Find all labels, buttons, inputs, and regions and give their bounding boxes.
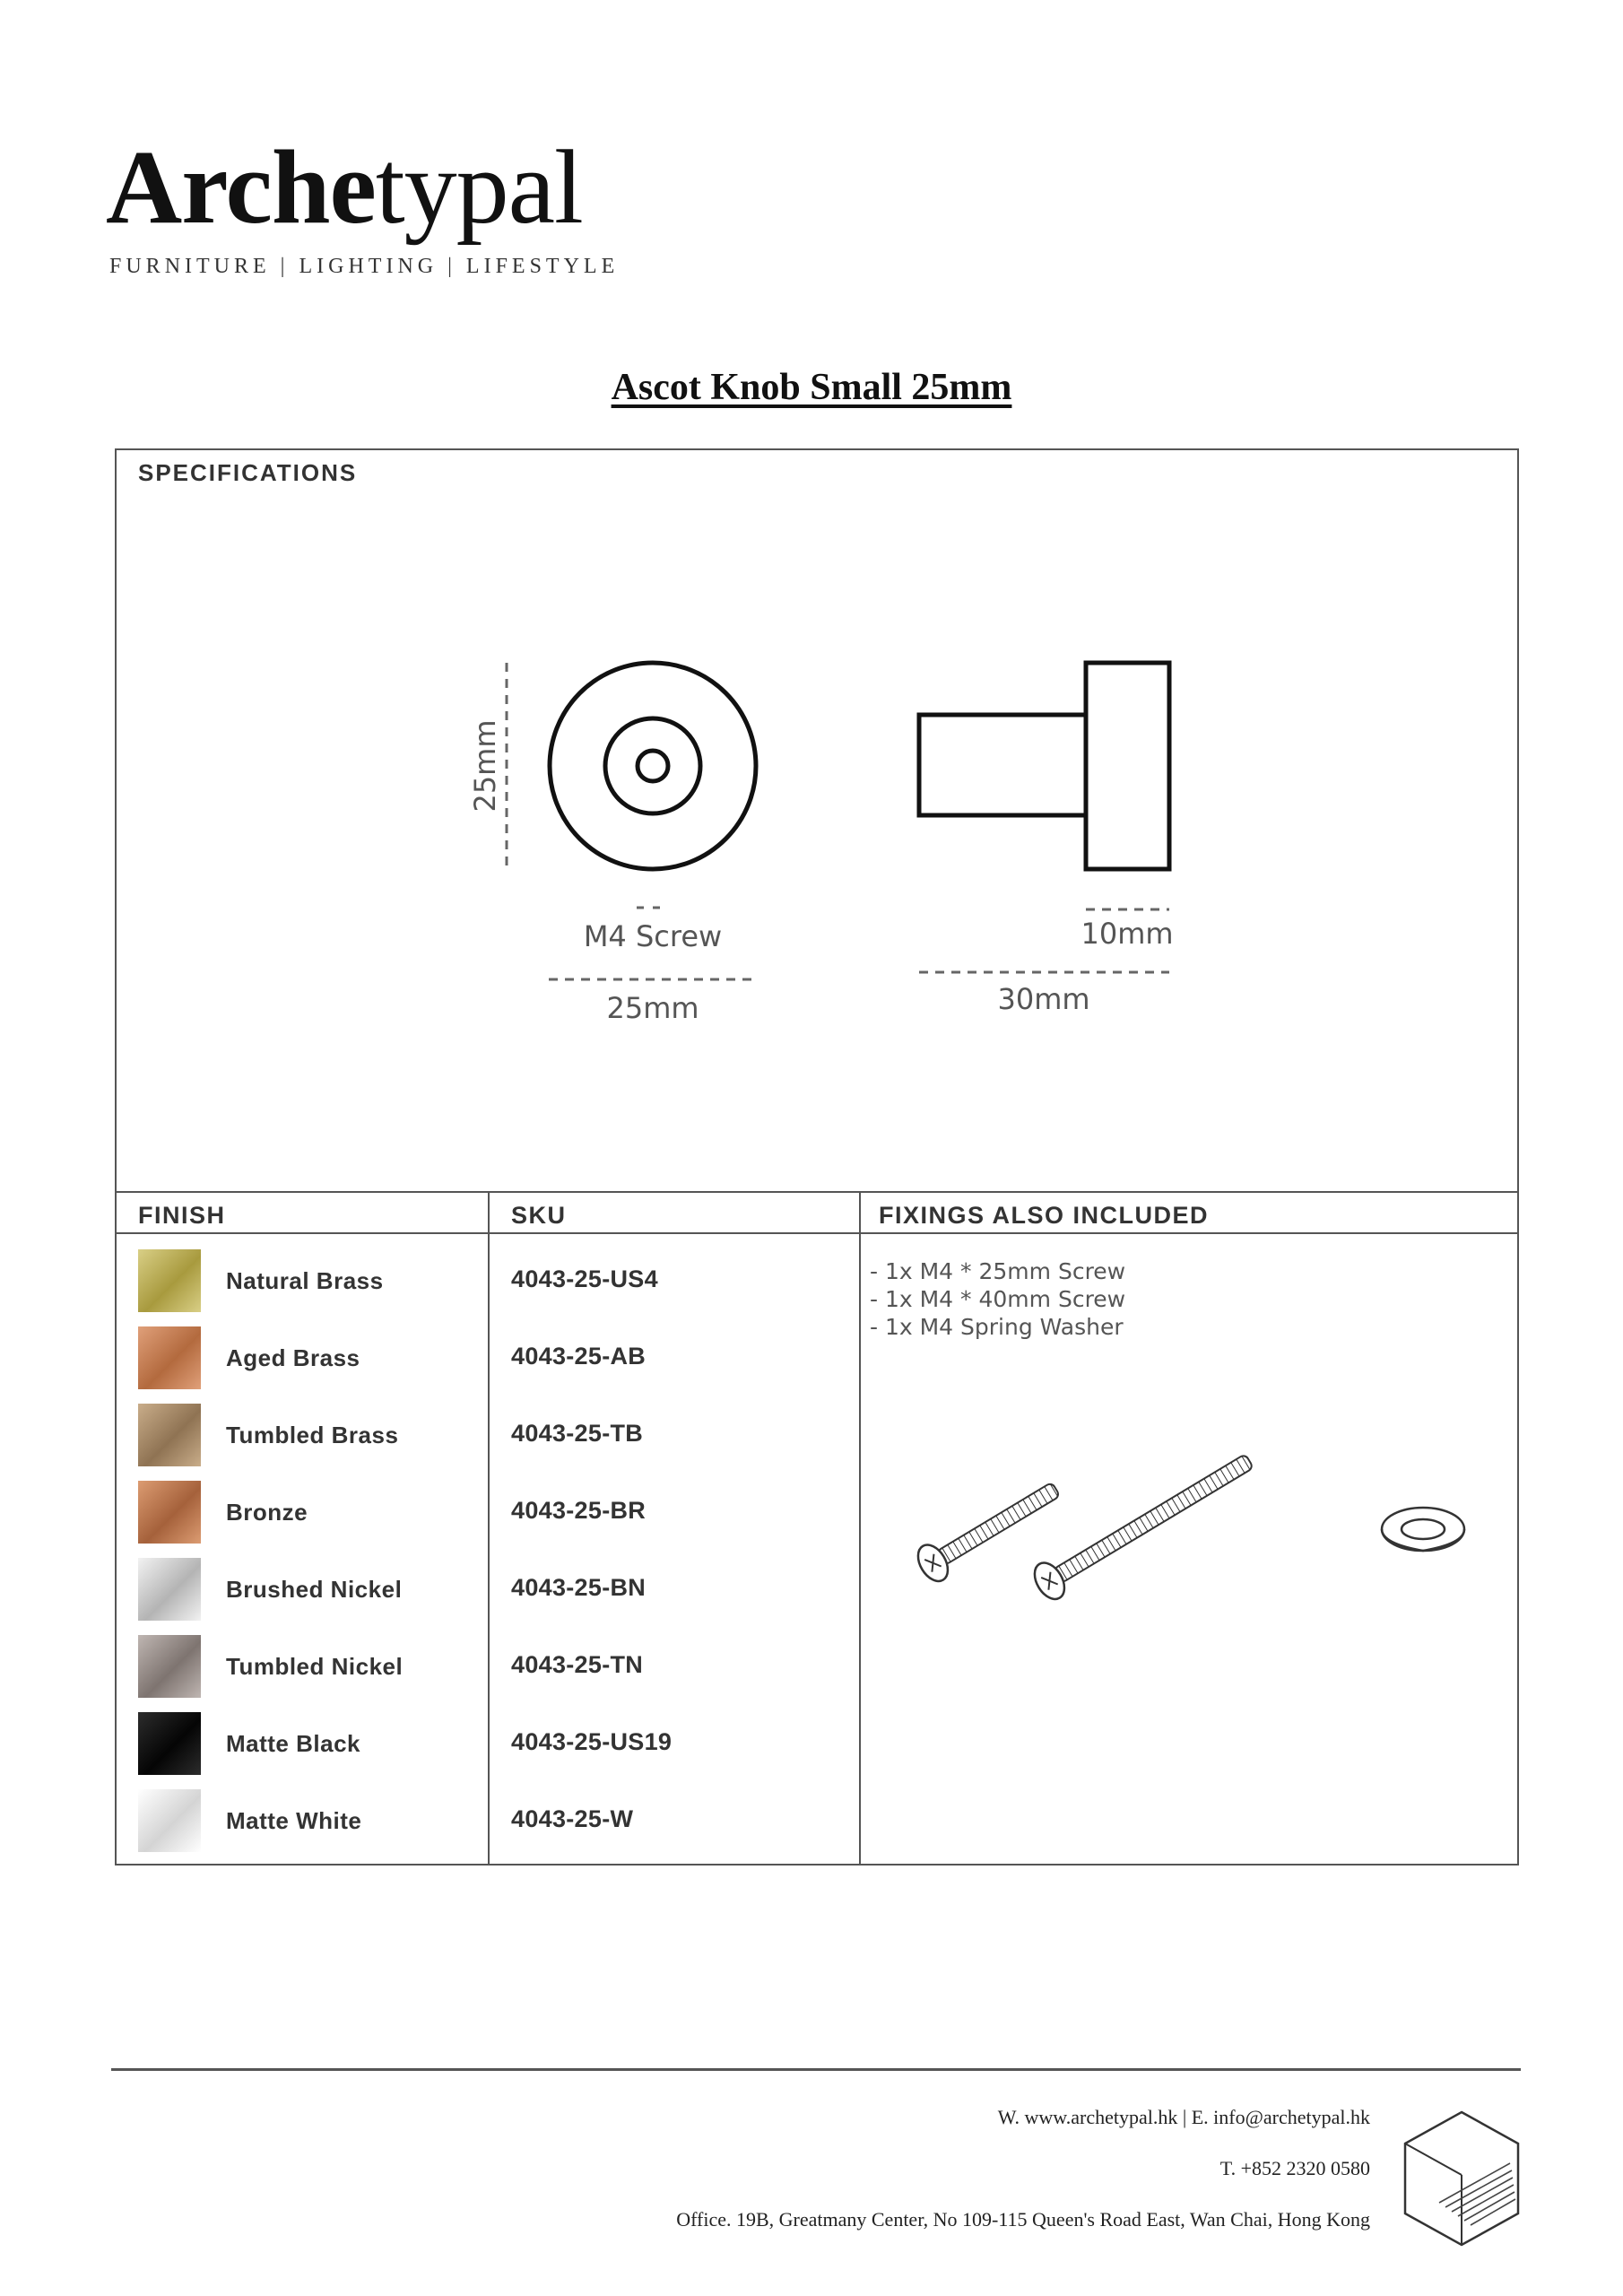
sku-value: 4043-25-TB [511, 1420, 644, 1447]
technical-drawing [117, 450, 1517, 1168]
knob-outer-circle [550, 663, 756, 869]
finish-name: Matte White [226, 1806, 362, 1834]
hexagon-logo-icon [1399, 2108, 1524, 2251]
brand-name-bold: Arche [106, 128, 376, 246]
brand-name-light: typal [375, 128, 583, 246]
finish-column-header: FINISH [138, 1202, 226, 1229]
finish-name: Brushed Nickel [226, 1575, 403, 1603]
width-dimension-label: 25mm [606, 991, 699, 1025]
fixings-list [870, 1257, 1125, 1341]
page-title: Ascot Knob Small 25mm [611, 367, 1012, 408]
finish-name: Bronze [226, 1498, 308, 1526]
finish-swatch [138, 1481, 201, 1544]
knob-head [1086, 663, 1169, 869]
brand-wordmark [106, 128, 619, 246]
brand-logo [106, 128, 620, 279]
fixings-illustration [888, 1437, 1497, 1643]
finish-row [138, 1558, 479, 1621]
finish-swatch [138, 1249, 201, 1312]
footer-contact-phone: T. +852 2320 0580 [1219, 2157, 1370, 2179]
table-top-divider [117, 1191, 1517, 1193]
screw-hole-circle [638, 751, 668, 781]
front-view [550, 663, 756, 869]
sku-value: 4043-25-BR [511, 1497, 647, 1524]
total-depth-label: 30mm [997, 982, 1090, 1016]
finish-row [138, 1789, 479, 1852]
finish-swatch [138, 1789, 201, 1852]
specifications-heading: SPECIFICATIONS [138, 459, 358, 486]
finish-row [138, 1481, 479, 1544]
finish-row [138, 1712, 479, 1775]
finish-name: Tumbled Nickel [226, 1652, 404, 1680]
sku-value: 4043-25-TN [511, 1651, 644, 1678]
finish-swatch [138, 1326, 201, 1389]
finish-name: Matte Black [226, 1729, 360, 1757]
footer-divider [111, 2068, 1521, 2071]
knob-stem [919, 715, 1086, 815]
sku-value: 4043-25-AB [511, 1343, 647, 1370]
footer-contact-address: Office. 19B, Greatmany Center, No 109-115 Queen's Road East, Wan Chai, Hong Kong [676, 2208, 1370, 2231]
column-divider-1 [488, 1191, 490, 1866]
specification-sheet [115, 448, 1519, 1866]
sku-value: 4043-25-W [511, 1805, 634, 1832]
sku-column-header: SKU [511, 1202, 567, 1229]
finish-row [138, 1249, 479, 1312]
finish-name: Aged Brass [226, 1344, 360, 1371]
finish-row [138, 1326, 479, 1389]
finish-name: Tumbled Brass [226, 1421, 399, 1448]
spring-washer-icon [1382, 1508, 1464, 1551]
finish-row [138, 1404, 479, 1466]
head-depth-label: 10mm [1081, 917, 1174, 951]
height-dimension-label: 25mm [468, 719, 502, 813]
sku-value: 4043-25-BN [511, 1574, 647, 1601]
knob-inner-circle [605, 718, 700, 813]
fixing-item: - 1x M4 * 40mm Screw [870, 1285, 1125, 1313]
table-header-divider [117, 1232, 1517, 1234]
brand-tagline: FURNITURE | LIGHTING | LIFESTYLE [109, 255, 620, 278]
fixings-column-header: FIXINGS ALSO INCLUDED [879, 1202, 1210, 1229]
side-view [919, 663, 1169, 869]
finish-swatch [138, 1558, 201, 1621]
finish-name: Natural Brass [226, 1266, 384, 1294]
sku-value: 4043-25-US4 [511, 1265, 658, 1292]
long-screw-icon [1028, 1444, 1260, 1605]
finish-swatch [138, 1635, 201, 1698]
finish-row [138, 1635, 479, 1698]
fixing-item: - 1x M4 * 25mm Screw [870, 1257, 1125, 1285]
column-divider-2 [859, 1191, 861, 1866]
footer-contact-web-email: W. www.archetypal.hk | E. info@archetypal.hk [997, 2106, 1370, 2128]
sku-value: 4043-25-US19 [511, 1728, 673, 1755]
finish-swatch [138, 1404, 201, 1466]
finish-swatch [138, 1712, 201, 1775]
fixing-item: - 1x M4 Spring Washer [870, 1313, 1125, 1341]
screw-label: M4 Screw [583, 919, 723, 953]
